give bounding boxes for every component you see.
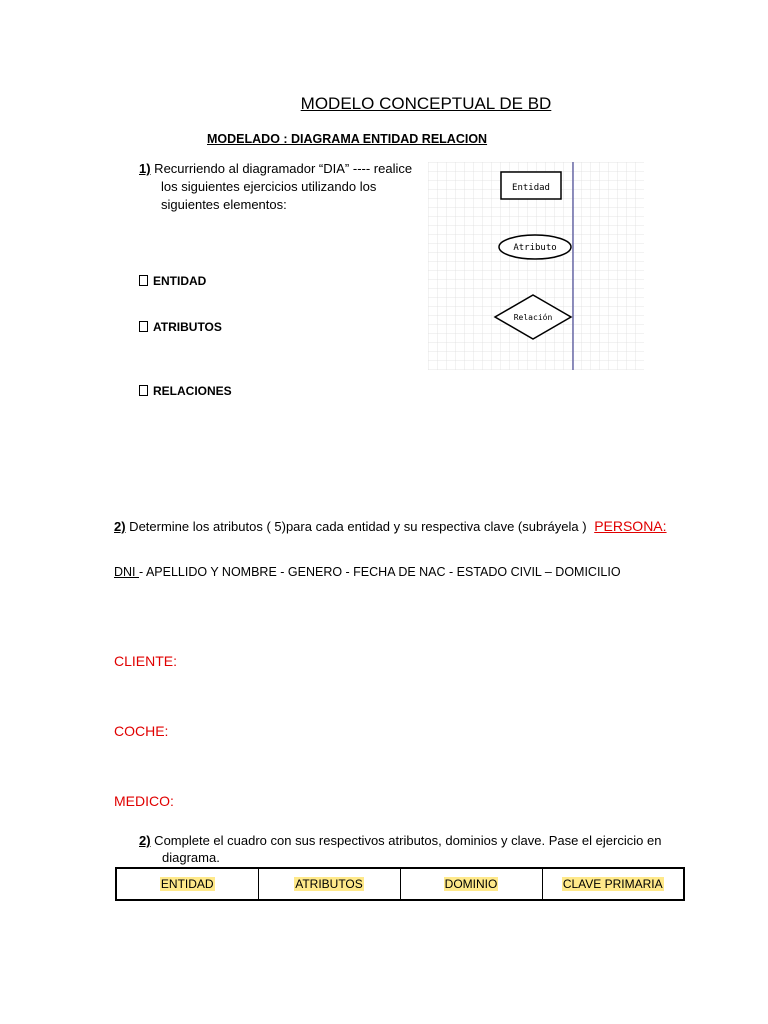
header-atributos: ATRIBUTOS [295,877,363,891]
table-header-row [116,868,684,900]
bullet-relaciones-label: RELACIONES [153,384,232,398]
bullet-box-icon [139,275,148,286]
table-header-cell [400,868,542,900]
attributes-table [115,867,685,901]
table-header-cell [116,868,258,900]
question-3-line-2: diagrama. [162,850,220,865]
table-header-cell [258,868,400,900]
entity-cliente: CLIENTE: [114,653,178,669]
entity-persona: PERSONA: [594,518,667,534]
question-3 [139,832,679,866]
question-3-number: 2) [139,833,151,848]
table-header-cell [542,868,684,900]
question-1-line-3: siguientes elementos: [161,197,287,212]
question-1-line-1: Recurriendo al diagramador “DIA” ---- realice [150,161,413,176]
er-elements-diagram [428,162,644,370]
bullet-entidad-label: ENTIDAD [153,274,207,288]
bullet-entidad [139,274,206,288]
bullet-box-icon [139,385,148,396]
entity-medico: MEDICO: [114,793,174,809]
persona-key-attribute: DNI [114,565,139,579]
entity-shape-label: Entidad [512,183,550,193]
question-1 [139,160,429,214]
entity-coche: COCHE: [114,723,169,739]
relation-shape-label: Relación [513,313,553,322]
bullet-box-icon [139,321,148,332]
bullet-atributos-label: ATRIBUTOS [153,320,222,334]
question-1-line-2: los siguientes ejercicios utilizando los [161,179,377,194]
page-subtitle: MODELADO : DIAGRAMA ENTIDAD RELACION [207,132,488,146]
attribute-shape-label: Atributo [513,243,557,253]
header-clave-primaria: CLAVE PRIMARIA [562,877,663,891]
header-entidad: ENTIDAD [160,877,214,891]
question-2-text: Determine los atributos ( 5)para cada entidad y su respectiva clave (subráyela ) [125,519,587,534]
question-3-line-1: Complete el cuadro con sus respectivos atributos, dominios y clave. Pase el ejercicio en [150,833,662,848]
header-dominio: DOMINIO [444,877,498,891]
bullet-relaciones [139,384,232,398]
question-2 [114,518,667,534]
bullet-atributos [139,320,222,334]
persona-other-attributes: - APELLIDO Y NOMBRE - GENERO - FECHA DE NAC - ESTADO CIVIL – DOMICILIO [139,565,621,579]
page-title: MODELO CONCEPTUAL DE BD [300,94,552,113]
question-2-number: 2) [114,519,126,534]
question-1-number: 1) [139,161,151,176]
persona-attributes [114,565,621,579]
